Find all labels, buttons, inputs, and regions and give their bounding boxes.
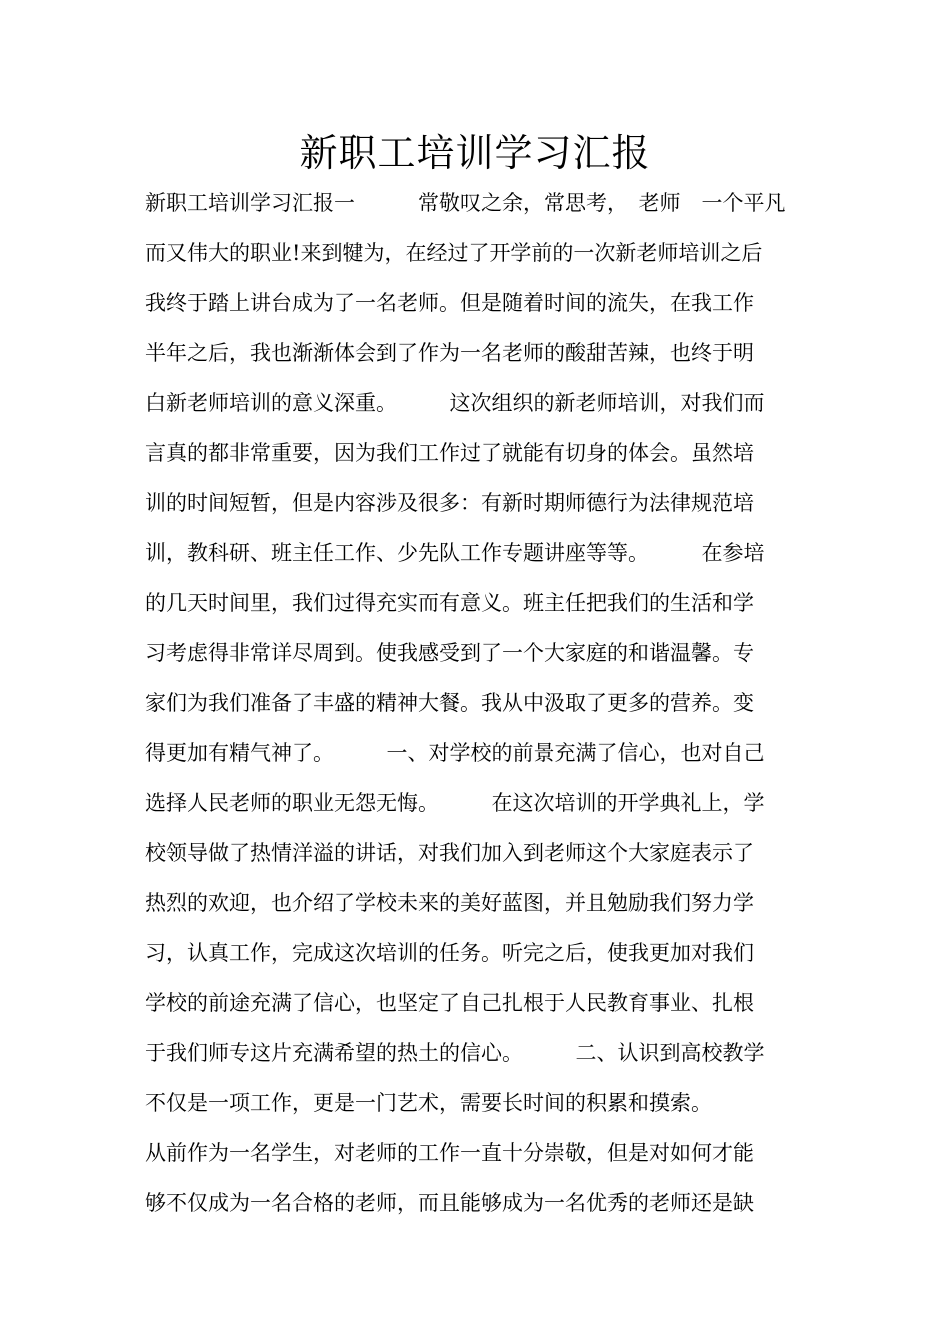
body-line: 白新老师培训的意义深重。 这次组织的新老师培训，对我们而 <box>145 391 765 415</box>
body-line: 学校的前途充满了信心，也坚定了自己扎根于人民教育事业、扎根 <box>145 991 754 1015</box>
body-line: 从前作为一名学生，对老师的工作一直十分崇敬，但是对如何才能 <box>145 1141 754 1165</box>
document-body <box>145 178 807 1228</box>
body-line: 新职工培训学习汇报一 常敬叹之余，常思考， 老师 一个平凡 <box>145 191 786 215</box>
body-line: 校领导做了热情洋溢的讲话，对我们加入到老师这个大家庭表示了 <box>145 841 754 865</box>
body-line: 家们为我们准备了丰盛的精神大餐。我从中汲取了更多的营养。变 <box>145 691 754 715</box>
body-line: 够不仅成为一名合格的老师，而且能够成为一名优秀的老师还是缺 <box>145 1191 754 1215</box>
body-line: 而又伟大的职业!来到犍为，在经过了开学前的一次新老师培训之后 <box>145 241 763 265</box>
body-line: 于我们师专这片充满希望的热土的信心。 二、认识到高校教学 <box>145 1041 765 1065</box>
body-line: 训的时间短暂，但是内容涉及很多：有新时期师德行为法律规范培 <box>145 491 754 515</box>
body-line: 训，教科研、班主任工作、少先队工作专题讲座等等。 在参培 <box>145 541 765 565</box>
body-line: 言真的都非常重要，因为我们工作过了就能有切身的体会。虽然培 <box>145 441 754 465</box>
body-line: 习，认真工作，完成这次培训的任务。听完之后，使我更加对我们 <box>145 941 754 965</box>
document-title: 新职工培训学习汇报 <box>299 131 651 175</box>
body-line: 习考虑得非常详尽周到。使我感受到了一个大家庭的和谐温馨。专 <box>145 641 754 665</box>
body-line: 我终于踏上讲台成为了一名老师。但是随着时间的流失，在我工作 <box>145 291 754 315</box>
body-line: 的几天时间里，我们过得充实而有意义。班主任把我们的生活和学 <box>145 591 754 615</box>
body-line: 半年之后，我也渐渐体会到了作为一名老师的酸甜苦辣，也终于明 <box>145 341 754 365</box>
body-line: 不仅是一项工作，更是一门艺术，需要长时间的积累和摸索。 <box>145 1091 712 1115</box>
body-line: 得更加有精气神了。 一、对学校的前景充满了信心，也对自己 <box>145 741 765 765</box>
body-line: 选择人民老师的职业无怨无悔。 在这次培训的开学典礼上，学 <box>145 791 765 815</box>
body-line: 热烈的欢迎，也介绍了学校未来的美好蓝图，并且勉励我们努力学 <box>145 891 754 915</box>
